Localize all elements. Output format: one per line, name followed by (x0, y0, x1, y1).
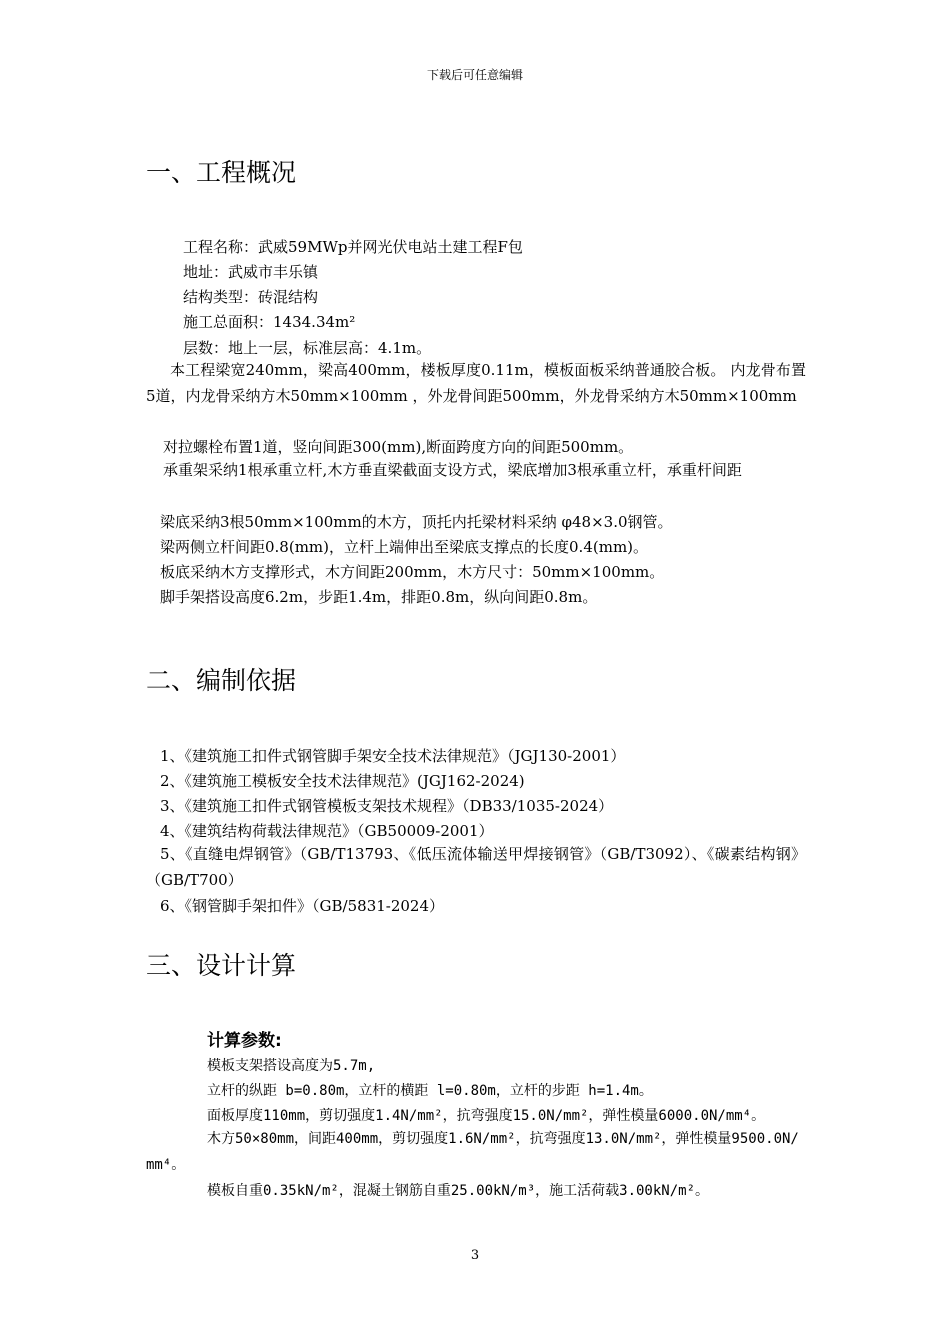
beam-description: 本工程梁宽240mm，梁高400mm，楼板厚度0.11m，模板面板采纳普通胶合板。 内龙骨布置5道，内龙骨采纳方木50mm×100mm ，外龙骨间距500mm，外龙骨采纳方木50mm×100mm (146, 361, 806, 405)
section-title-basis: 二、编制依据 (146, 666, 297, 695)
bolt-description: 对拉螺栓布置1道，竖向间距300(mm),断面跨度方向的间距500mm。 (163, 438, 634, 456)
page-header: 下载后可任意编辑 (426, 68, 523, 82)
calc-param: 木方50×80mm，间距400mm，剪切强度1.6N/mm²，抗弯强度13.0N/mm²，弹性模量9500.0N/mm⁴。 (146, 1131, 799, 1173)
calc-param: 模板自重0.35kN/m²，混凝土钢筋自重25.00kN/m³，施工活荷载3.00kN/m²。 (207, 1183, 710, 1199)
basis-item: 3、《建筑施工扣件式钢管模板支架技术规程》（DB33/1035-2024） (160, 797, 614, 815)
section-title-calculation: 三、设计计算 (146, 951, 297, 980)
basis-item: 2、《建筑施工模板安全技术法律规范》(JGJ162-2024) (160, 772, 525, 790)
calc-param: 立杆的纵距 b=0.80m，立杆的横距 l=0.80m，立杆的步距 h=1.4m。 (207, 1083, 653, 1099)
basis-item: 5、《直缝电焊钢管》（GB/T13793、《低压流体输送甲焊接钢管》（GB/T3092）、《碳素结构钢》（GB/T700） (146, 845, 806, 889)
project-address: 地址：武威市丰乐镇 (183, 263, 319, 281)
calc-params-title: 计算参数: (207, 1031, 282, 1051)
basis-item: 1、《建筑施工扣件式钢管脚手架安全技术法律规范》（JGJ130-2001） (160, 747, 626, 765)
calc-param: 面板厚度110mm，剪切强度1.4N/mm²，抗弯强度15.0N/mm²，弹性模量6000.0N/mm⁴。 (207, 1108, 766, 1124)
page-number: 3 (470, 1248, 480, 1263)
pole-spacing-description: 梁两侧立杆间距0.8(mm)，立杆上端伸出至梁底支撑点的长度0.4(mm)。 (160, 538, 649, 556)
project-name: 工程名称：武威59MWp并网光伏电站土建工程F包 (183, 238, 523, 256)
section-title-overview: 一、工程概况 (146, 158, 297, 187)
construction-area: 施工总面积：1434.34m² (183, 313, 356, 331)
beam-bottom-description: 梁底采纳3根50mm×100mm的木方，顶托内托梁材料采纳 φ48×3.0钢管。 (160, 513, 673, 531)
structure-type: 结构类型：砖混结构 (183, 288, 319, 306)
calc-param: 模板支架搭设高度为5.7m, (207, 1058, 376, 1074)
basis-item: 4、《建筑结构荷载法律规范》（GB50009-2001） (160, 822, 494, 840)
support-description: 承重架采纳1根承重立杆,木方垂直梁截面支设方式，梁底增加3根承重立杆，承重杆间距 (163, 461, 742, 479)
slab-support-description: 板底采纳木方支撑形式，木方间距200mm，木方尺寸：50mm×100mm。 (160, 563, 665, 581)
scaffold-description: 脚手架搭设高度6.2m，步距1.4m，排距0.8m，纵向间距0.8m。 (160, 588, 598, 606)
basis-item: 6、《钢管脚手架扣件》（GB/5831-2024） (160, 897, 445, 915)
floor-info: 层数：地上一层，标准层高：4.1m。 (183, 339, 432, 357)
